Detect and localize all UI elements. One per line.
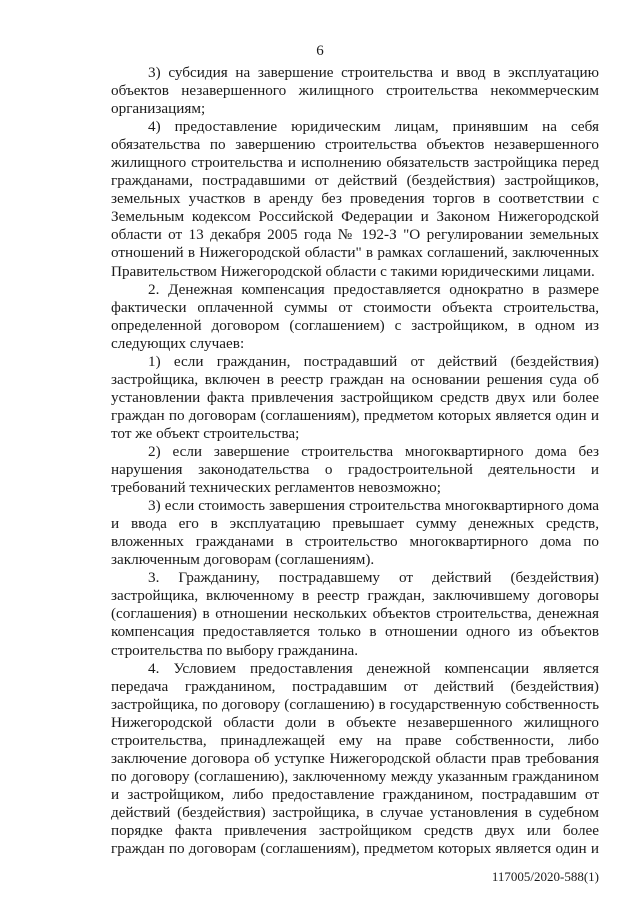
text-line: заключенным договорам (соглашениям). — [111, 551, 375, 569]
text-line: земельных участков в аренду без проведения торгов в соответствии с — [111, 190, 599, 208]
text-line: установлении факта привлечения застройщиком средств двух или более — [111, 388, 599, 406]
text-line: компенсация предоставляется только в отношении одного из объектов — [111, 623, 599, 641]
text-line: организациям; — [111, 100, 206, 118]
text-line: тот же объект строительства; — [111, 424, 300, 442]
text-line: строительства, принадлежащей ему на праве собственности, либо — [111, 731, 599, 749]
text-line: заключение договора об уступке Нижегородской области прав требования — [111, 749, 599, 767]
document-body-text — [111, 64, 599, 858]
text-line: застройщика, включен в реестр граждан на основании решения суда об — [111, 370, 599, 388]
text-line: гражданами, пострадавшими от действий (бездействия) застройщиков, — [111, 172, 599, 190]
text-line: 4) предоставление юридическим лицам, принявшим на себя — [148, 118, 599, 136]
page-number: 6 — [316, 43, 324, 59]
text-line: по договору (соглашению), заключенному между указанным гражданином — [111, 767, 599, 785]
text-line: граждан по договорам (соглашениям), предметом которых является один и — [111, 406, 599, 424]
text-line: действий (бездействия) застройщика, в случае установления в судебном — [111, 803, 599, 821]
text-line: Правительством Нижегородской области с такими юридическими лицами. — [111, 262, 595, 280]
text-line: вложенных гражданами в строительство многоквартирного дома по — [111, 533, 599, 551]
text-line: 3. Гражданину, пострадавшему от действий (бездействия) — [148, 569, 599, 587]
text-line: фактически оплаченной суммы от стоимости объекта строительства, — [111, 298, 599, 316]
text-line: застройщика, по договору (соглашению) в государственную собственность — [111, 695, 599, 713]
text-line: 2) если завершение строительства многоквартирного дома без — [148, 442, 599, 460]
text-line: порядке факта привлечения застройщиком средств двух или более — [111, 821, 599, 839]
text-line: обязательства по завершению строительства объектов незавершенного — [111, 136, 599, 154]
text-line: Нижегородской области доли в объекте незавершенного жилищного — [111, 713, 599, 731]
text-line: строительства по выбору гражданина. — [111, 641, 359, 659]
text-line: (соглашения) в отношении нескольких объектов строительства, денежная — [111, 605, 599, 623]
text-line: требований технических регламентов невозможно; — [111, 479, 441, 497]
text-line: отношений в Нижегородской области" в рамках соглашений, заключенных — [111, 244, 599, 262]
text-line: определенной договором (соглашением) с застройщиком, в одном из — [111, 316, 599, 334]
text-line: 3) субсидия на завершение строительства и ввод в эксплуатацию — [148, 64, 599, 81]
text-line: нарушения законодательства о градостроительной деятельности и — [111, 461, 599, 479]
text-line: объектов незавершенного жилищного строительства некоммерческим — [111, 82, 599, 100]
text-line: и ввода его в эксплуатацию превышает сумму денежных средств, — [111, 515, 599, 533]
text-line: граждан по договорам (соглашениям), предметом которых является один и — [111, 840, 599, 858]
text-line: 2. Денежная компенсация предоставляется однократно в размере — [148, 280, 599, 298]
text-line: передача гражданином, пострадавшим от действий (бездействия) — [111, 677, 599, 695]
text-line: 3) если стоимость завершения строительства многоквартирного дома — [148, 497, 599, 515]
text-line: и застройщиком, либо предоставление гражданином, пострадавшим от — [111, 785, 599, 803]
text-line: 1) если гражданин, пострадавший от действий (бездействия) — [148, 352, 599, 370]
text-line: следующих случаев: — [111, 334, 245, 352]
text-line: Земельным кодексом Российской Федерации и Законом Нижегородской — [111, 208, 599, 226]
document-registration-code: 117005/2020-588(1) — [491, 869, 599, 884]
text-line: застройщика, включенному в реестр граждан, заключившему договоры — [111, 587, 599, 605]
text-line: 4. Условием предоставления денежной компенсации является — [148, 659, 599, 677]
text-line: жилищного строительства и исполнению обязательств застройщика перед — [111, 154, 599, 172]
text-line: области от 13 декабря 2005 года № 192-З "О регулировании земельных — [111, 226, 599, 244]
